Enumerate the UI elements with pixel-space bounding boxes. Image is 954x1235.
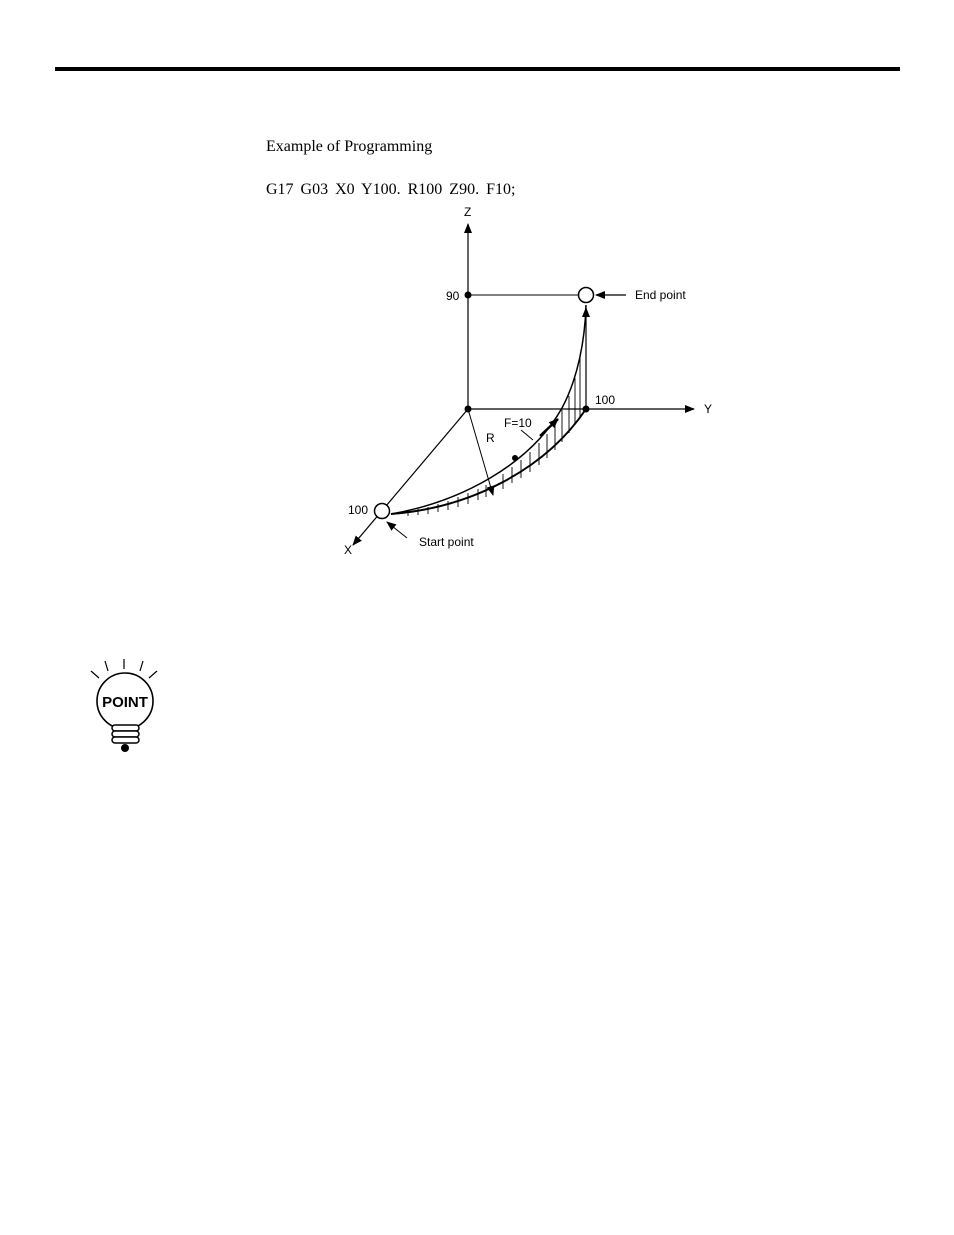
x-axis bbox=[353, 409, 468, 545]
path-point-dot bbox=[512, 455, 518, 461]
z-axis-label: Z bbox=[464, 205, 472, 219]
point-label: POINT bbox=[102, 694, 148, 711]
start-point-marker bbox=[375, 504, 390, 519]
feed-label: F=10 bbox=[504, 416, 532, 430]
origin-dot bbox=[465, 406, 472, 413]
z-value-label: 90 bbox=[446, 289, 460, 303]
end-point-marker bbox=[579, 288, 594, 303]
end-point-label: End point bbox=[635, 288, 686, 302]
xy-plane-arc bbox=[391, 409, 586, 514]
program-code-line: G17 G03 X0 Y100. R100 Z90. F10; bbox=[266, 181, 516, 198]
lightbulb-icon bbox=[84, 658, 168, 758]
x-axis-label: X bbox=[344, 543, 353, 557]
feed-leader-line bbox=[521, 430, 533, 440]
helical-interpolation-diagram bbox=[0, 0, 954, 600]
y-axis-label: Y bbox=[704, 402, 713, 416]
y100-dot bbox=[583, 406, 590, 413]
z90-dot bbox=[465, 292, 472, 299]
radius-line bbox=[468, 409, 493, 495]
x-value-label: 100 bbox=[348, 503, 369, 517]
start-point-label: Start point bbox=[419, 535, 474, 549]
example-heading: Example of Programming bbox=[266, 138, 433, 155]
radius-label: R bbox=[486, 431, 495, 445]
start-point-leader bbox=[387, 522, 407, 538]
y-value-label: 100 bbox=[595, 393, 616, 407]
